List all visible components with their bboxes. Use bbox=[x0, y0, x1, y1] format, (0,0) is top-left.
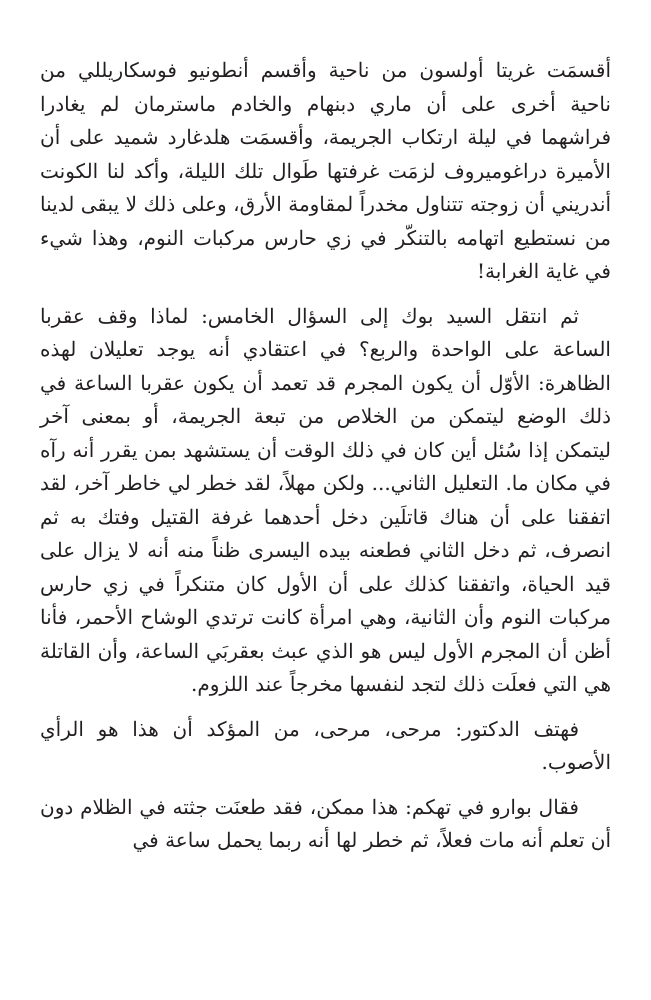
paragraph-spacer bbox=[40, 780, 611, 791]
paragraph-spacer bbox=[40, 289, 611, 300]
paragraph-poirot-reply: فقال بوارو في تهكم: هذا ممكن، فقد طعنَت جثته في الظلام دون أن تعلم أنه مات فعلاً، ثم خطر لها أنه ربما يحمل ساعة في bbox=[40, 794, 611, 852]
paragraph-fifth-question: ثم انتقل السيد بوك إلى السؤال الخامس: لماذا وقف عقربا الساعة على الواحدة والربع؟ في اعتقادي أنه يوجد تعليلان لهذه الظاهرة: الأوّل أن يكون المجرم قد تعمد أن يكون عقربا الساعة في ذلك الوضع ليتمكن من الخلاص من تبعة الجريمة، أو بمعنى آخر ليتمكن إذا سُئل أين كان في ذلك الوقت أن يستشهد بمن يقرر أنه رآه في مكان ما. التعليل الثاني... ولكن مهلاً، لقد خطر لي خاطر آخر، لقد اتفقنا على أن هناك قاتلَين دخل أحدهما غرفة القتيل وفتك به ثم انصرف، ثم دخل الثاني فطعنه بيده اليسرى ظناً منه أنه لا يزال على قيد الحياة، واتفقنا كذلك على أن الأول كان متنكراً في زي حارس مركبات النوم وأن الثانية، وهي امرأة كانت ترتدي الوشاح الأحمر، فأنا أظن أن المجرم الأول ليس هو الذي عبث بعقربَي الساعة، وأن القاتلة هي التي فعلَت ذلك لتجد لنفسها مخرجاً عند اللزوم. bbox=[40, 303, 611, 696]
paragraph-doctor-exclaims: فهتف الدكتور: مرحى، مرحى، من المؤكد أن هذا هو الرأي الأصوب. bbox=[40, 716, 611, 774]
book-page bbox=[40, 54, 611, 858]
paragraph-testimonies: أقسمَت غريتا أولسون من ناحية وأقسم أنطونيو فوسكاريللي من ناحية أخرى على أن ماري دبنهام والخادم ماسترمان لم يغادرا فراشهما في ليلة ارتكاب الجريمة، وأقسمَت هلدغارد شميد على أن الأميرة دراغوميروف لزمَت غرفتها طَوال تلك الليلة، وأكد لنا الكونت أندريني أن زوجته تتناول مخدراً لمقاومة الأرق، وعلى ذلك لا يبقى لدينا من نستطيع اتهامه بالتنكّر في زي حارس مركبات النوم، وهذا شيء في غاية الغرابة! bbox=[40, 58, 611, 283]
paragraph-spacer bbox=[40, 702, 611, 713]
